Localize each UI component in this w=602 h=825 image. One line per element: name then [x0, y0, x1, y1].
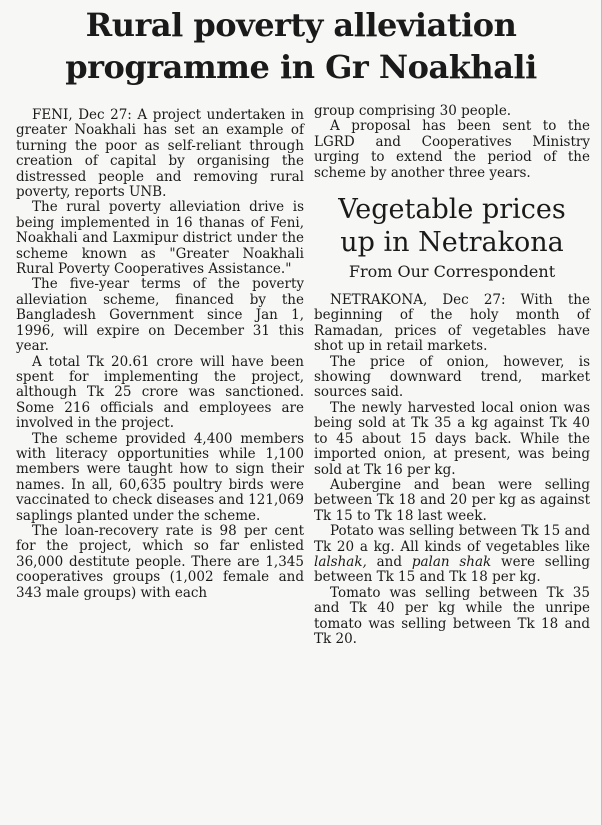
- article2-byline: From Our Correspondent: [348, 262, 556, 282]
- article2-paragraph-1: [314, 293, 590, 355]
- article1-paragraph-3: The five-year terms of the poverty alleviation scheme, financed by the Bangladesh Government since Jan 1, 1996, will expire on December 31 this year.: [16, 276, 304, 355]
- article1-paragraph-1-text: A project undertaken in greater Noakhali has set an example of turning the poor as self-reliant through creation of capital by organising the distressed people and removing rural poverty, reports UNB.: [16, 107, 305, 201]
- article1-paragraph-5: The scheme provided 4,400 members with literacy opportunities while 1,100 members were taught how to sign their names. In all, 60,635 poultry birds were vaccinated to check diseases and 121,069 saplings planted under the scheme.: [16, 430, 304, 524]
- article1-paragraph-6: The loan-recovery rate is 98 per cent for the project, which so far enlisted 36,000 destitute people. There are 1,345 cooperatives groups (1,002 female and 343 male groups) with each: [16, 522, 304, 601]
- right-column: [314, 104, 590, 647]
- article2-paragraph-6: Tomato was selling between Tk 35 and Tk 40 per kg while the unripe tomato was selling between Tk 18 and Tk 20.: [314, 584, 590, 647]
- article1-headline-line2: programme in Gr Noakhali: [65, 48, 537, 86]
- article1-headline: [0, 4, 602, 88]
- article2-paragraph-5: [314, 524, 590, 586]
- article2-term-lalshak: lalshak,: [314, 553, 367, 570]
- article2-paragraph-2: The price of onion, however, is showing downward trend, market sources said.: [314, 353, 590, 401]
- article2-headline-line1: Vegetable prices: [338, 194, 566, 226]
- article2-term-palan-shak: palan shak: [411, 553, 492, 570]
- article1-paragraph-7: A proposal has been sent to the LGRD and Cooperatives Ministry urging to extend the period of the scheme by another three years.: [314, 118, 590, 181]
- article1-paragraph-6-continued: group comprising 30 people.: [314, 103, 512, 119]
- article2-paragraph-5-b: and: [366, 553, 412, 570]
- article1-paragraph-1: [16, 108, 304, 200]
- article1-headline-line1: Rural poverty alleviation: [85, 6, 517, 44]
- article1-paragraph-4: A total Tk 20.61 crore will have been spent for implementing the project, although Tk 25 crore was sanctioned. Some 216 officials and employees are involved in the project.: [16, 353, 304, 432]
- article2-paragraph-5-a: Potato was selling between Tk 15 and Tk 20 a kg. All kinds of vegetables like: [314, 523, 590, 555]
- article2-paragraph-3: The newly harvested local onion was being sold at Tk 35 a kg against Tk 40 to 45 about 15 days back. While the imported onion, at present, was being sold at Tk 16 per kg.: [314, 399, 590, 478]
- article2-paragraph-4: Aubergine and bean were selling between Tk 18 and 20 per kg as against Tk 15 to Tk 18 last week.: [314, 476, 590, 524]
- article2-paragraph-1-text: With the beginning of the holy month of Ramadan, prices of vegetables have shot up in retail markets.: [314, 292, 590, 355]
- article1-paragraph-2: The rural poverty alleviation drive is being implemented in 16 thanas of Feni, Noakhali and Laxmipur district under the scheme known as "Greater Noakhali Rural Poverty Cooperatives Assistance.": [16, 199, 304, 278]
- article2-dateline: NETRAKONA, Dec 27:: [330, 292, 506, 309]
- article2-headline: [314, 193, 590, 259]
- article1-left-column: [16, 108, 304, 601]
- article2-headline-line2: up in Netrakona: [340, 227, 564, 259]
- article2-paragraph-5-c: were selling between Tk 15 and Tk 18 per kg.: [314, 553, 591, 586]
- article1-dateline: FENI, Dec 27:: [32, 107, 132, 123]
